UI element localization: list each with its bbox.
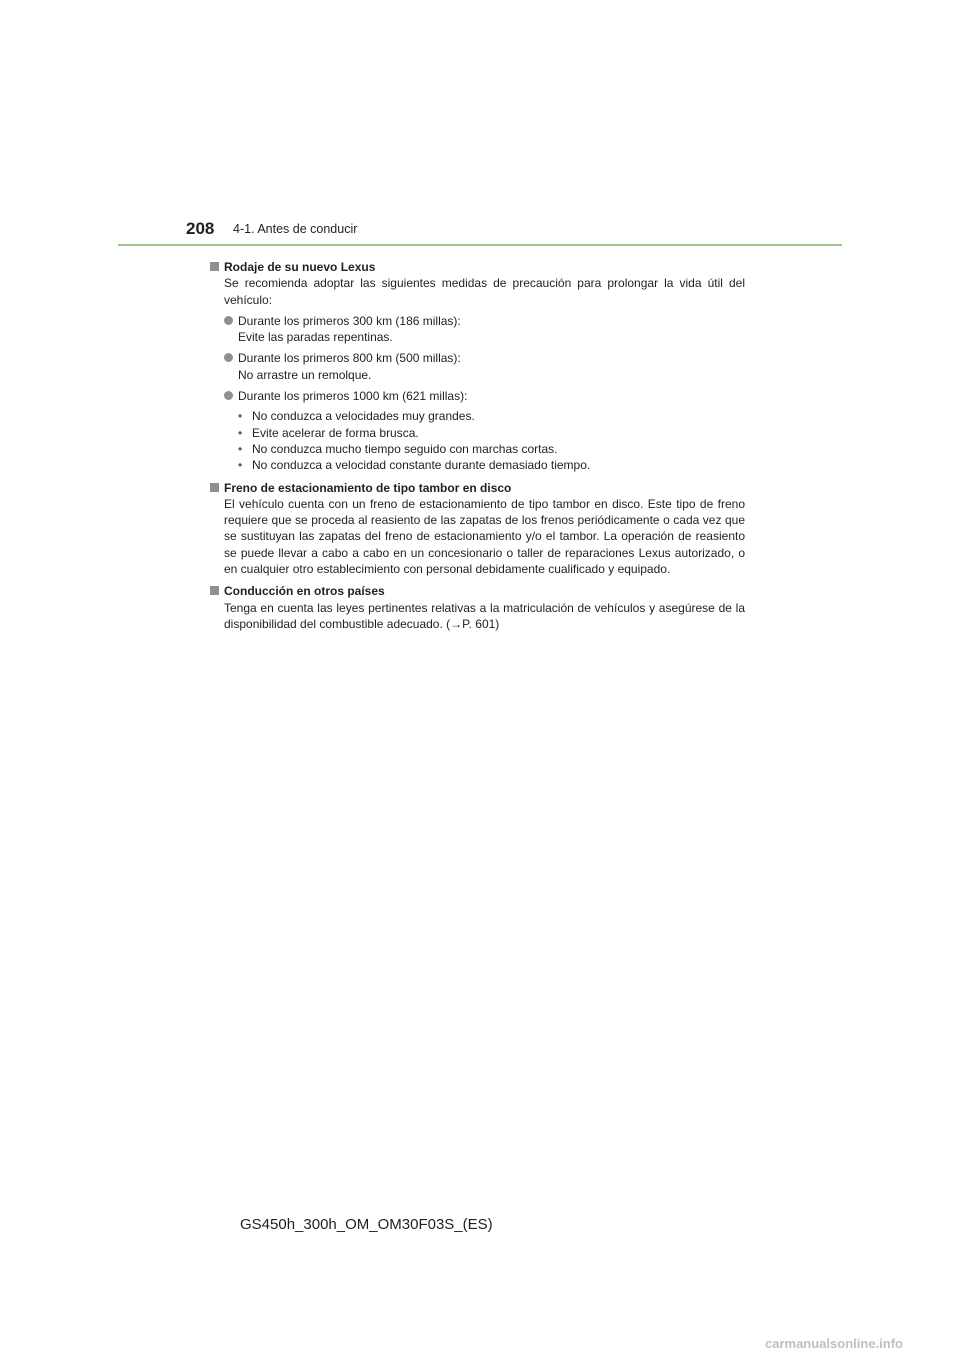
list-item bbox=[224, 350, 745, 383]
page-content bbox=[210, 255, 745, 632]
section-heading bbox=[210, 583, 745, 599]
header-rule bbox=[118, 244, 842, 246]
small-bullet-icon: • bbox=[238, 409, 243, 424]
page-number: 208 bbox=[186, 219, 215, 238]
section-body: Tenga en cuenta las leyes pertinentes relativas a la matriculación de vehículos y asegúrese de la disponibilidad del combustible adecuado. (→P. 601) bbox=[224, 600, 745, 631]
bullet-text: Evite las paradas repentinas. bbox=[238, 330, 393, 345]
heading-text: Freno de estacionamiento de tipo tambor en disco bbox=[224, 480, 512, 495]
list-item bbox=[224, 388, 745, 404]
section-title: 4-1. Antes de conducir bbox=[233, 222, 358, 236]
sub-list bbox=[210, 408, 745, 473]
sub-item bbox=[238, 425, 745, 441]
circle-bullet-icon bbox=[224, 353, 233, 362]
small-bullet-icon: • bbox=[238, 441, 243, 456]
bullet-lead: Durante los primeros 300 km (186 millas): bbox=[238, 313, 461, 328]
small-bullet-icon: • bbox=[238, 425, 243, 440]
square-bullet-icon bbox=[210, 483, 219, 492]
sub-item bbox=[238, 441, 745, 457]
circle-bullet-icon bbox=[224, 316, 233, 325]
heading-text: Conducción en otros países bbox=[224, 584, 385, 599]
sub-item-text: No conduzca a velocidades muy grandes. bbox=[252, 409, 475, 424]
bullet-text: No arrastre un remolque. bbox=[238, 367, 372, 382]
section-break-in bbox=[210, 259, 745, 474]
sub-item-text: Evite acelerar de forma brusca. bbox=[252, 425, 419, 440]
bullet-lead: Durante los primeros 800 km (500 millas): bbox=[238, 351, 461, 366]
sub-item bbox=[238, 457, 745, 473]
square-bullet-icon bbox=[210, 262, 219, 271]
section-intro: Se recomienda adoptar las siguientes medidas de precaución para prolongar la vida útil del vehículo: bbox=[224, 276, 745, 307]
section-other-countries bbox=[210, 583, 745, 632]
sub-item-text: No conduzca mucho tiempo seguido con marchas cortas. bbox=[252, 441, 558, 456]
small-bullet-icon: • bbox=[238, 458, 243, 473]
list-item bbox=[224, 313, 745, 346]
section-heading bbox=[210, 480, 745, 496]
section-body: El vehículo cuenta con un freno de estacionamiento de tipo tambor en disco. Este tipo de freno requiere que se proceda al reasiento de las zapatas de los frenos periódicamente o cada vez que se sustituyan las zapatas del freno de estacionamiento y/o el tambor. La operación de reasiento se puede llevar a cabo a cabo en un concesionario o taller de reparaciones Lexus autorizado, o en cualquier otro establecimiento con personal debidamente cualificado y equipado. bbox=[224, 496, 745, 577]
bullet-lead: Durante los primeros 1000 km (621 millas): bbox=[238, 389, 468, 404]
square-bullet-icon bbox=[210, 586, 219, 595]
sub-item bbox=[238, 408, 745, 424]
section-parking-brake bbox=[210, 480, 745, 578]
watermark: carmanualsonline.info bbox=[765, 1336, 903, 1351]
circle-bullet-icon bbox=[224, 391, 233, 400]
document-code: GS450h_300h_OM_OM30F03S_(ES) bbox=[240, 1216, 493, 1233]
sub-item-text: No conduzca a velocidad constante durante demasiado tiempo. bbox=[252, 458, 591, 473]
heading-text: Rodaje de su nuevo Lexus bbox=[224, 260, 376, 274]
section-heading bbox=[210, 259, 745, 275]
